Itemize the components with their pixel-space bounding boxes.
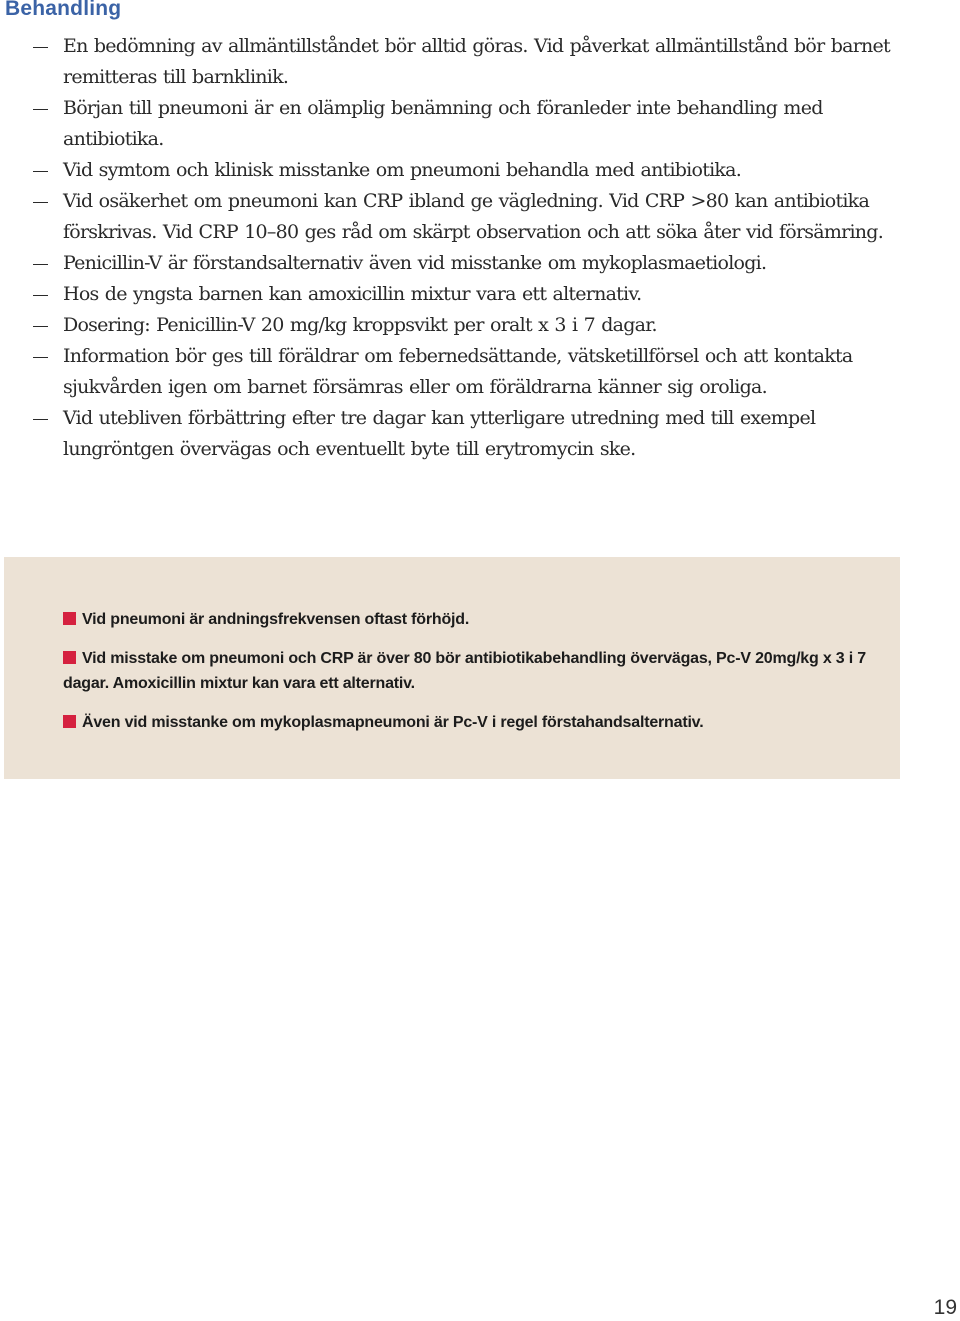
dash-icon [33, 171, 48, 172]
list-item [0, 248, 960, 279]
list-item-text: Penicillin-V är förstandsalternativ även vid misstanke om mykoplasmaetiologi. [63, 252, 767, 274]
list-item-text: Vid utebliven förbättring efter tre dagar kan ytterligare utredning med till exempel lungröntgen övervägas och eventuellt byte till erytromycin ske. [63, 407, 816, 460]
summary-item-text: Vid pneumoni är andningsfrekvensen oftast förhöjd. [82, 611, 470, 628]
list-item [0, 31, 960, 93]
list-item-text: En bedömning av allmäntillståndet bör alltid göras. Vid påverkat allmäntillstånd bör barnet remitteras till barnklinik. [63, 35, 890, 88]
red-square-icon [63, 651, 76, 664]
dash-icon [33, 264, 48, 265]
red-square-icon [63, 715, 76, 728]
summary-item [4, 710, 900, 735]
dash-icon [33, 419, 48, 420]
dash-icon [33, 109, 48, 110]
summary-box [4, 557, 900, 779]
summary-item [4, 607, 900, 632]
dash-icon [33, 47, 48, 48]
dash-icon [33, 326, 48, 327]
list-item [0, 279, 960, 310]
list-item [0, 155, 960, 186]
dash-icon [33, 357, 48, 358]
list-item [0, 403, 960, 465]
red-square-icon [63, 612, 76, 625]
dash-icon [33, 295, 48, 296]
list-item [0, 341, 960, 403]
list-item [0, 93, 960, 155]
summary-item-text: Vid misstake om pneumoni och CRP är över 80 bör antibiotikabehandling övervägas, Pc-V 20mg/kg x 3 i 7 dagar. Amoxicillin mixtur kan vara ett alternativ. [63, 650, 866, 692]
summary-item-text: Även vid misstanke om mykoplasmapneumoni är Pc-V i regel förstahandsalternativ. [82, 714, 704, 731]
list-item-text: Vid osäkerhet om pneumoni kan CRP ibland ge vägledning. Vid CRP >80 kan antibiotika förskrivas. Vid CRP 10–80 ges råd om skärpt observation och att söka åter vid försämring. [63, 190, 883, 243]
list-item-text: Dosering: Penicillin-V 20 mg/kg kroppsvikt per oralt x 3 i 7 dagar. [63, 314, 657, 336]
list-item-text: Information bör ges till föräldrar om febernedsättande, vätsketillförsel och att kontakta sjukvården igen om barnet försämras eller om föräldrarna känner sig oroliga. [63, 345, 853, 398]
list-item-text: Början till pneumoni är en olämplig benämning och föranleder inte behandling med antibiotika. [63, 97, 823, 150]
list-item-text: Vid symtom och klinisk misstanke om pneumoni behandla med antibiotika. [63, 159, 742, 181]
list-item-text: Hos de yngsta barnen kan amoxicillin mixtur vara ett alternativ. [63, 283, 642, 305]
list-item [0, 186, 960, 248]
list-item [0, 310, 960, 341]
section-heading: Behandling [5, 0, 122, 20]
page-number: 19 [933, 1296, 957, 1319]
summary-list [4, 607, 900, 749]
dash-icon [33, 202, 48, 203]
summary-item [4, 646, 900, 696]
treatment-list [0, 31, 960, 465]
